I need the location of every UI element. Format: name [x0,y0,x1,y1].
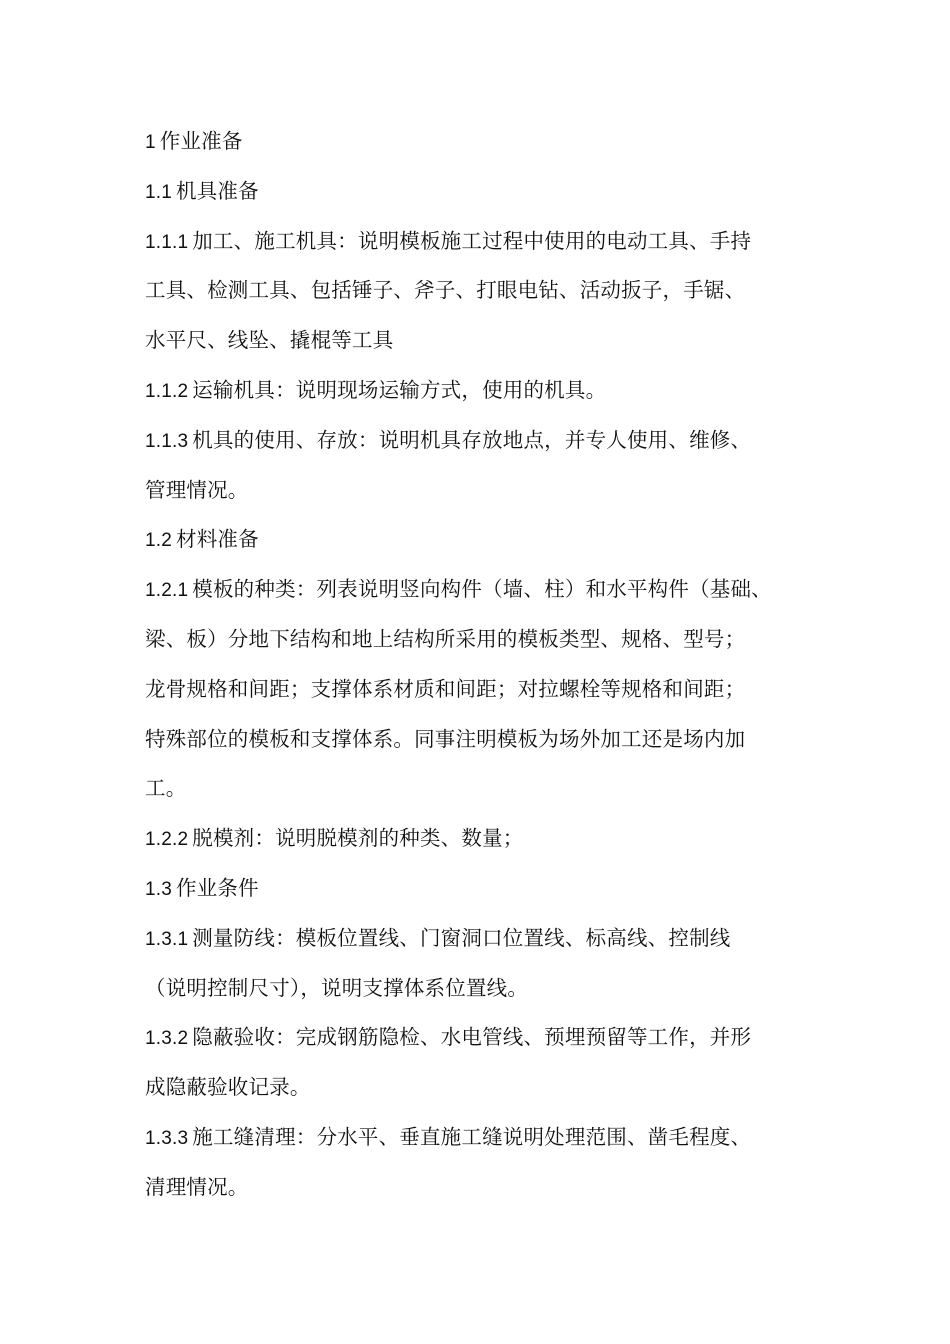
paragraph-text: 特殊部位的模板和支撑体系。同事注明模板为场外加工还是场内加 [145,726,746,751]
paragraph-1-1-2 [145,366,813,416]
paragraph-text: （说明控制尺寸），说明支撑体系位置线。 [145,975,529,1000]
heading-text: 作业准备 [159,129,243,153]
paragraph-text: 工具、检测工具、包括锤子、斧子、打眼电钻、活动扳子，手锯、 [145,278,746,303]
section-number: 1.2 [145,530,173,552]
paragraph-1-3-3-line-2 [145,1163,813,1213]
paragraph-1-1-3-line-2 [145,466,813,516]
paragraph-1-2-1-line-4 [145,715,813,765]
heading-1-1 [145,167,813,217]
paragraph-text: 管理情况。 [145,477,249,502]
paragraph-text: 龙骨规格和间距；支撑体系材质和间距；对拉螺栓等规格和间距； [145,676,746,701]
section-number: 1.2.2 [145,829,189,851]
paragraph-1-1-1-line-1 [145,217,813,267]
section-number: 1.1.2 [145,380,189,402]
document-body [145,117,813,1213]
section-number: 1.2.1 [145,580,189,602]
heading-1-3 [145,864,813,914]
paragraph-text: 脱模剂：说明脱模剂的种类、数量； [192,826,524,851]
heading-text: 材料准备 [176,527,259,552]
section-number: 1.3.2 [145,1028,189,1050]
paragraph-text: 机具的使用、存放：说明机具存放地点，并专人使用、维修、 [192,427,752,452]
paragraph-text: 测量防线：模板位置线、门窗洞口位置线、标高线、控制线 [192,925,731,950]
paragraph-text: 工。 [145,776,187,801]
section-number: 1.1 [145,181,173,203]
paragraph-text: 梁、板）分地下结构和地上结构所采用的模板类型、规格、型号； [145,626,746,651]
paragraph-1-2-2 [145,814,813,864]
paragraph-1-3-1-line-2 [145,964,813,1014]
paragraph-1-1-3-line-1 [145,416,813,466]
paragraph-text: 隐蔽验收：完成钢筋隐检、水电管线、预埋预留等工作，并形 [192,1025,752,1050]
heading-1-2 [145,515,813,565]
paragraph-text: 水平尺、线坠、撬棍等工具 [145,328,394,353]
heading-text: 机具准备 [176,178,259,203]
paragraph-1-2-1-line-5 [145,764,813,814]
paragraph-1-3-2-line-1 [145,1013,813,1063]
paragraph-text: 施工缝清理：分水平、垂直施工缝说明处理范围、凿毛程度、 [192,1124,752,1149]
paragraph-1-1-1-line-2 [145,266,813,316]
paragraph-text: 清理情况。 [145,1174,249,1199]
section-number: 1.1.3 [145,430,189,452]
section-number: 1.3 [145,878,173,900]
section-number: 1.1.1 [145,231,189,253]
heading-text: 作业条件 [176,875,259,900]
paragraph-text: 加工、施工机具：说明模板施工过程中使用的电动工具、手持 [192,228,752,253]
paragraph-1-3-2-line-2 [145,1063,813,1113]
paragraph-1-3-1-line-1 [145,914,813,964]
paragraph-1-2-1-line-3 [145,665,813,715]
paragraph-1-1-1-line-3 [145,316,813,366]
section-number: 1.3.3 [145,1127,189,1149]
paragraph-1-2-1-line-1 [145,565,813,615]
heading-1 [145,117,813,167]
paragraph-1-2-1-line-2 [145,615,813,665]
paragraph-text: 运输机具：说明现场运输方式，使用的机具。 [192,377,607,402]
paragraph-text: 成隐蔽验收记录。 [145,1075,311,1100]
section-number: 1 [145,132,156,153]
section-number: 1.3.1 [145,928,189,950]
paragraph-text: 模板的种类：列表说明竖向构件（墙、柱）和水平构件（基础、 [192,577,772,602]
paragraph-1-3-3-line-1 [145,1113,813,1163]
